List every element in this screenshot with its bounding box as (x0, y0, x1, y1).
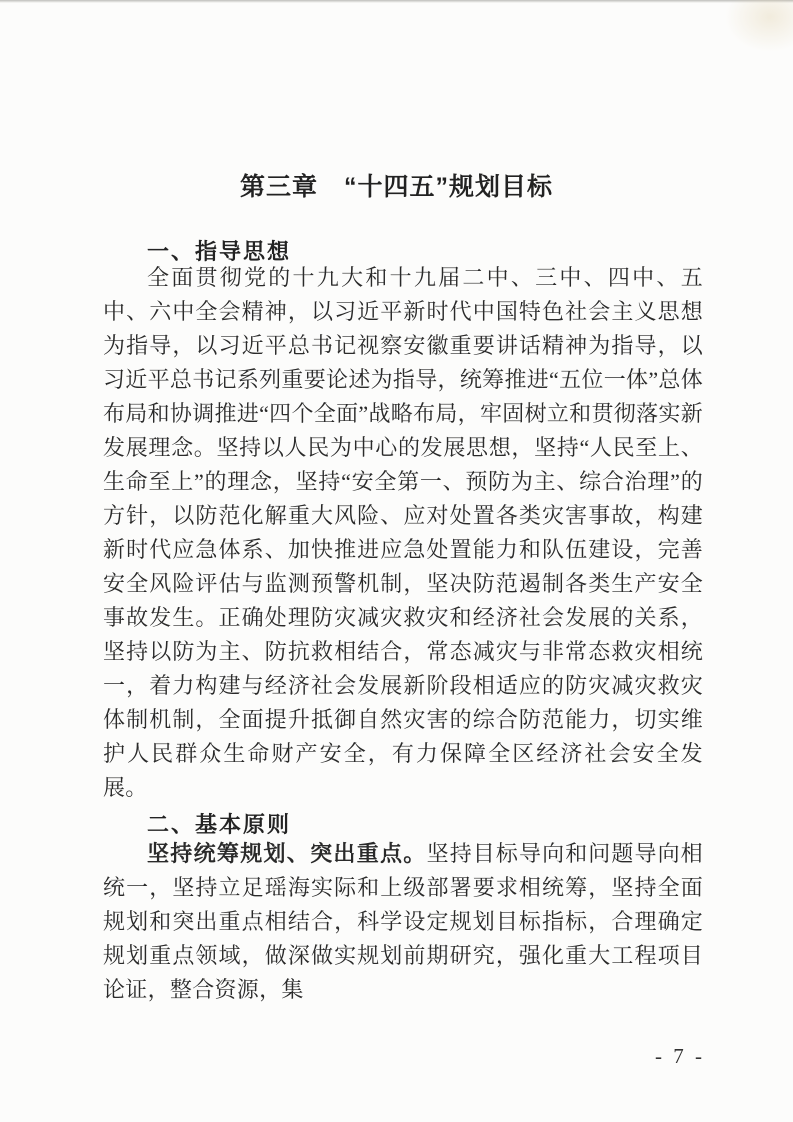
paragraph-guiding-ideology: 全面贯彻党的十九大和十九届二中、三中、四中、五中、六中全会精神，以习近平新时代中国特色社会主义思想为指导，以习近平总书记视察安徽重要讲话精神为指导，以习近平总书记系列重要论述为指导，统筹推进“五位一体”总体布局和协调推进“四个全面”战略布局，牢固树立和贯彻落实新发展理念。坚持以人民为中心的发展思想，坚持“人民至上、生命至上”的理念，坚持“安全第一、预防为主、综合治理”的方针，以防范化解重大风险、应对处置各类灾害事故，构建新时代应急体系、加快推进应急处置能力和队伍建设，完善安全风险评估与监测预警机制，坚决防范遏制各类生产安全事故发生。正确处理防灾减灾救灾和经济社会发展的关系，坚持以防为主、防抗救相结合，常态减灾与非常态救灾相统一，着力构建与经济社会发展新阶段相适应的防灾减灾救灾体制机制，全面提升抵御自然灾害的综合防范能力，切实维护人民群众生命财产安全，有力保障全区经济社会安全发展。 (103, 265, 703, 800)
scan-smudge (725, 0, 793, 52)
paragraph-lead-bold: 坚持统筹规划、突出重点。 (147, 841, 427, 866)
page-number: - 7 - (655, 1044, 705, 1068)
chapter-title: 第三章 “十四五”规划目标 (239, 172, 553, 201)
paragraph-basic-principles (103, 837, 703, 1007)
scan-top-edge (0, 0, 793, 3)
section-heading-basic-principles: 二、基本原则 (147, 812, 292, 838)
paragraph-body-text: 坚持目标导向和问题导向相统一，坚持立足瑶海实际和上级部署要求相统筹，坚持全面规划和突出重点相结合，科学设定规划目标指标，合理确定规划重点领域，做深做实规划前期研究，强化重大工程项目论证，整合资源，集 (103, 841, 703, 1002)
section-heading-guiding-ideology: 一、指导思想 (147, 239, 292, 265)
